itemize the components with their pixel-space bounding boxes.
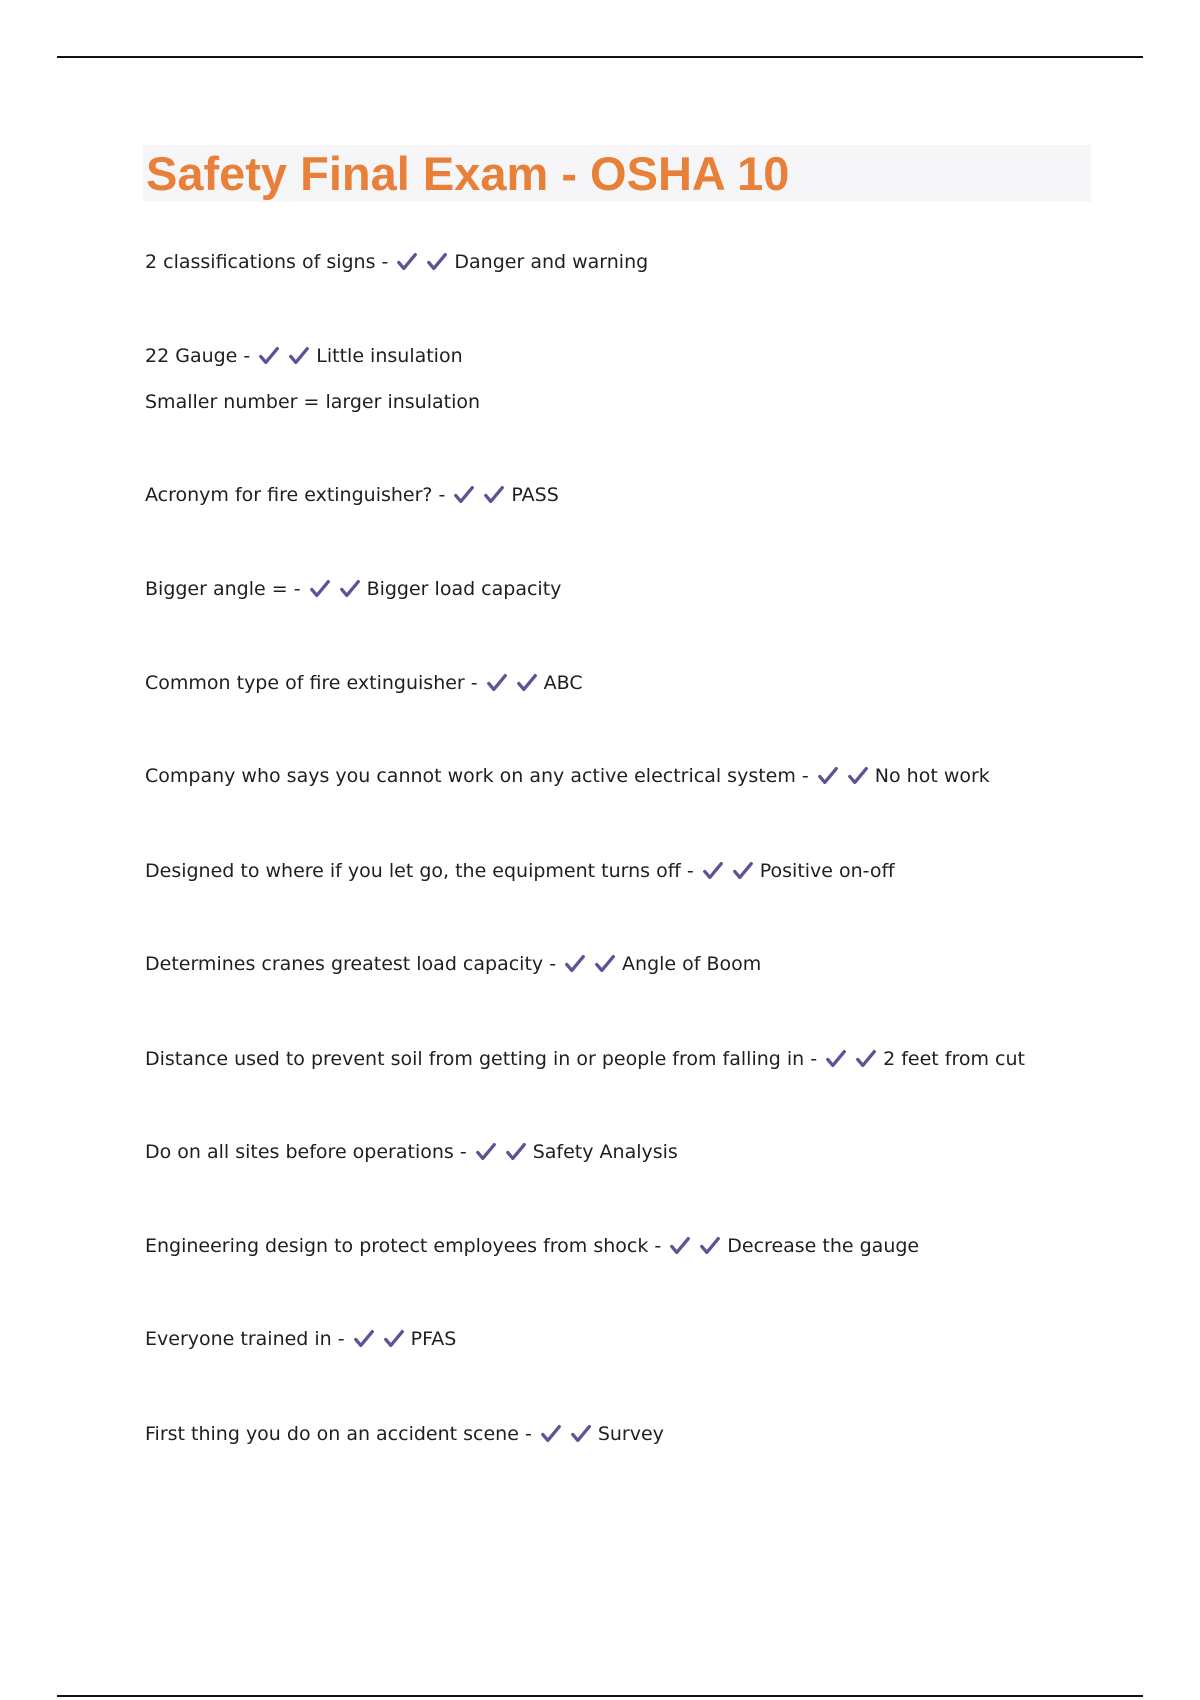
qa-item <box>145 952 761 976</box>
separator: - <box>337 1328 345 1350</box>
question-text: Company who says you cannot work on any active electrical system <box>145 765 796 787</box>
answer-marker <box>309 578 363 600</box>
check-icon <box>383 1328 405 1350</box>
check-icon <box>817 765 839 787</box>
question-text: Engineering design to protect employees from shock <box>145 1235 649 1257</box>
answer-text: Safety Analysis <box>532 1141 678 1163</box>
qa-item <box>145 250 648 274</box>
check-icon <box>353 1328 375 1350</box>
qa-item <box>145 859 895 883</box>
separator: - <box>243 345 251 367</box>
answer-marker <box>702 860 756 882</box>
answer-text: PASS <box>511 484 559 506</box>
answer-text: 2 feet from cut <box>883 1048 1025 1070</box>
check-icon <box>288 345 310 367</box>
answer-marker <box>396 251 450 273</box>
separator: - <box>654 1235 662 1257</box>
check-icon <box>339 578 361 600</box>
separator: - <box>810 1048 818 1070</box>
answer-marker <box>564 953 618 975</box>
answer-marker <box>825 1048 879 1070</box>
page-title: Safety Final Exam - OSHA 10 <box>146 147 790 200</box>
separator: - <box>686 860 694 882</box>
question-text: Designed to where if you let go, the equipment turns off <box>145 860 681 882</box>
separator: - <box>470 672 478 694</box>
qa-item <box>145 1327 456 1351</box>
question-text: Everyone trained in <box>145 1328 332 1350</box>
check-icon <box>702 860 724 882</box>
qa-item <box>145 1234 919 1258</box>
qa-item <box>145 344 463 368</box>
top-rule <box>57 56 1143 58</box>
question-text: First thing you do on an accident scene <box>145 1423 519 1445</box>
answer-marker <box>486 672 540 694</box>
check-icon <box>847 765 869 787</box>
question-text: Determines cranes greatest load capacity <box>145 953 544 975</box>
qa-item <box>145 483 559 507</box>
separator: - <box>801 765 809 787</box>
check-icon <box>669 1235 691 1257</box>
check-icon <box>258 345 280 367</box>
question-text: Do on all sites before operations <box>145 1141 454 1163</box>
question-text: Common type of fire extinguisher <box>145 672 465 694</box>
qa-item <box>145 764 990 788</box>
answer-marker <box>453 484 507 506</box>
answer-text: Angle of Boom <box>622 953 762 975</box>
answer-text: Survey <box>597 1423 664 1445</box>
answer-marker <box>258 345 312 367</box>
answer-text: Danger and warning <box>454 251 649 273</box>
question-text: 22 Gauge <box>145 345 238 367</box>
check-icon <box>564 953 586 975</box>
qa-item <box>145 671 583 695</box>
answer-marker <box>817 765 871 787</box>
question-text: Distance used to prevent soil from getting in or people from falling in <box>145 1048 805 1070</box>
check-icon <box>699 1235 721 1257</box>
answer-marker <box>669 1235 723 1257</box>
check-icon <box>570 1423 592 1445</box>
answer-marker <box>353 1328 407 1350</box>
check-icon <box>516 672 538 694</box>
separator: - <box>381 251 389 273</box>
answer-marker <box>540 1423 594 1445</box>
question-text: Bigger angle = <box>145 578 288 600</box>
check-icon <box>453 484 475 506</box>
answer-text: Positive on-off <box>759 860 895 882</box>
check-icon <box>505 1141 527 1163</box>
answer-text: No hot work <box>874 765 990 787</box>
check-icon <box>825 1048 847 1070</box>
check-icon <box>486 672 508 694</box>
answer-note: Smaller number = larger insulation <box>145 391 481 413</box>
bottom-rule <box>57 1695 1143 1697</box>
answer-marker <box>475 1141 529 1163</box>
separator: - <box>549 953 557 975</box>
qa-item <box>145 1140 678 1164</box>
answer-text: ABC <box>543 672 583 694</box>
check-icon <box>426 251 448 273</box>
separator: - <box>293 578 301 600</box>
check-icon <box>855 1048 877 1070</box>
separator: - <box>459 1141 467 1163</box>
question-text: 2 classifications of signs <box>145 251 376 273</box>
qa-item <box>145 577 561 601</box>
check-icon <box>475 1141 497 1163</box>
check-icon <box>309 578 331 600</box>
check-icon <box>483 484 505 506</box>
question-text: Acronym for fire extinguisher? <box>145 484 433 506</box>
check-icon <box>594 953 616 975</box>
answer-text: PFAS <box>410 1328 457 1350</box>
check-icon <box>540 1423 562 1445</box>
qa-item <box>145 1047 1025 1071</box>
separator: - <box>524 1423 532 1445</box>
answer-text: Little insulation <box>316 345 463 367</box>
check-icon <box>732 860 754 882</box>
separator: - <box>438 484 446 506</box>
check-icon <box>396 251 418 273</box>
answer-text: Bigger load capacity <box>366 578 562 600</box>
qa-item <box>145 1422 664 1446</box>
answer-text: Decrease the gauge <box>727 1235 920 1257</box>
